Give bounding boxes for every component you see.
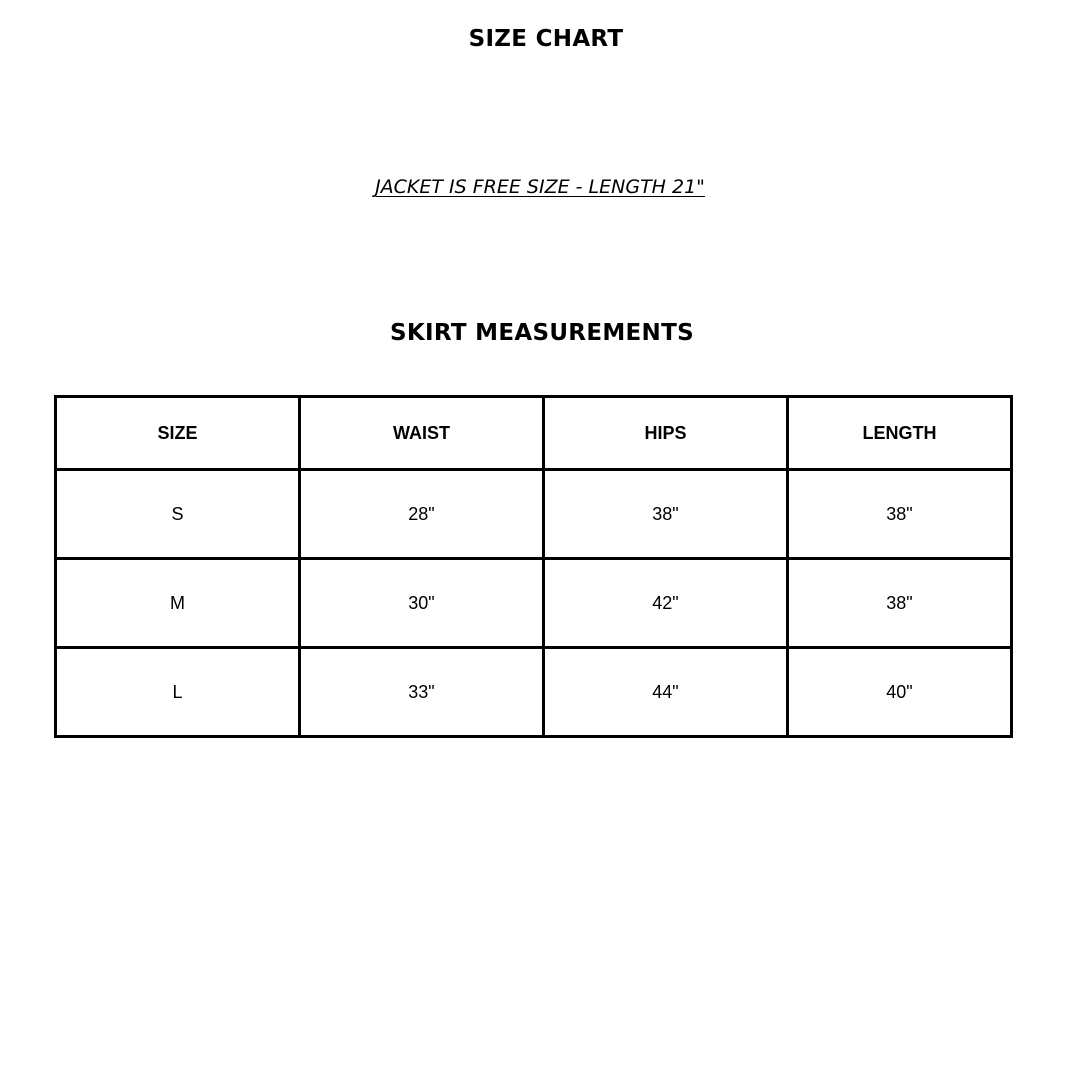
cell-size: S	[56, 470, 300, 559]
section-title: SKIRT MEASUREMENTS	[390, 320, 694, 346]
cell-hips: 42"	[544, 559, 788, 648]
jacket-note: JACKET IS FREE SIZE - LENGTH 21"	[375, 176, 705, 198]
cell-size: M	[56, 559, 300, 648]
cell-hips: 38"	[544, 470, 788, 559]
cell-length: 38"	[788, 559, 1012, 648]
table-header-row	[56, 397, 1012, 470]
header-hips: HIPS	[544, 397, 788, 470]
header-size: SIZE	[56, 397, 300, 470]
table-row	[56, 559, 1012, 648]
table-row	[56, 470, 1012, 559]
cell-length: 40"	[788, 648, 1012, 737]
cell-waist: 30"	[300, 559, 544, 648]
page-title: SIZE CHART	[468, 26, 624, 52]
cell-waist: 28"	[300, 470, 544, 559]
table-row	[56, 648, 1012, 737]
cell-size: L	[56, 648, 300, 737]
cell-hips: 44"	[544, 648, 788, 737]
header-length: LENGTH	[788, 397, 1012, 470]
skirt-size-table	[54, 395, 1013, 738]
cell-length: 38"	[788, 470, 1012, 559]
cell-waist: 33"	[300, 648, 544, 737]
header-waist: WAIST	[300, 397, 544, 470]
